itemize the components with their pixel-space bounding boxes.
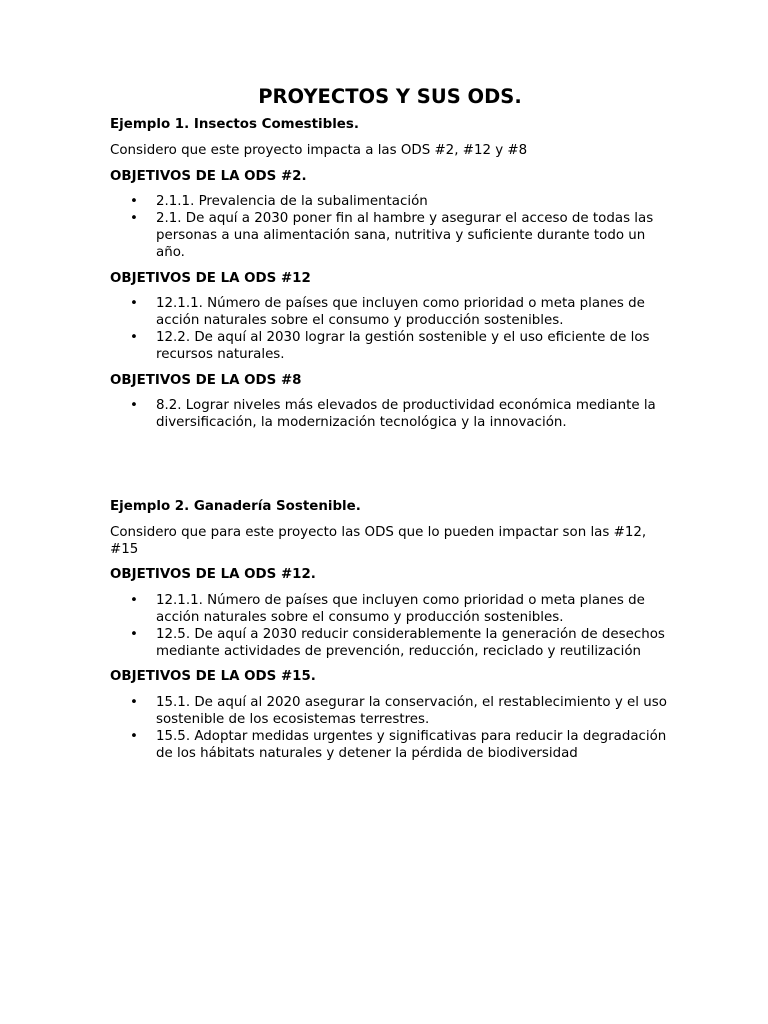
- bullet-icon: •: [130, 728, 138, 744]
- ods-15-heading: OBJETIVOS DE LA ODS #15.: [110, 669, 316, 685]
- bullet-icon: •: [130, 329, 138, 345]
- document-title: PROYECTOS Y SUS ODS.: [258, 85, 522, 108]
- example-2-heading: Ejemplo 2. Ganadería Sostenible.: [110, 498, 361, 514]
- list-item: [110, 296, 670, 330]
- example-2-section: [110, 499, 670, 762]
- ods-12-list: [110, 593, 670, 660]
- section-spacer: [110, 441, 670, 499]
- ods-2-list: [110, 194, 670, 261]
- list-item: [110, 627, 670, 661]
- list-item-text: 12.2. De aquí al 2030 lograr la gestión sostenible y el uso eficiente de los recursos naturales.: [156, 329, 650, 362]
- list-item: [110, 695, 670, 729]
- list-item-text: 8.2. Lograr niveles más elevados de productividad económica mediante la diversificación, la modernización tecnológica y la innovación.: [156, 398, 656, 431]
- list-item: [110, 593, 670, 627]
- bullet-icon: •: [130, 211, 138, 227]
- list-item: [110, 729, 670, 763]
- bullet-icon: •: [130, 194, 138, 210]
- bullet-icon: •: [130, 593, 138, 609]
- list-item-text: 15.1. De aquí al 2020 asegurar la conservación, el restablecimiento y el uso sostenible de los ecosistemas terrestres.: [156, 695, 667, 727]
- list-item: [110, 398, 670, 432]
- list-item-text: 12.1.1. Número de países que incluyen como prioridad o meta planes de acción naturales sobre el consumo y producción sostenibles.: [156, 296, 645, 329]
- example-2-intro: Considero que para este proyecto las ODS que lo pueden impactar son las #12, #15: [110, 524, 647, 557]
- bullet-icon: •: [130, 626, 138, 642]
- ods-15-list: [110, 695, 670, 762]
- document-page: [110, 86, 670, 771]
- list-item-text: 15.5. Adoptar medidas urgentes y significativas para reducir la degradación de los hábitats naturales y detener la pérdida de biodiversidad: [156, 728, 667, 761]
- bullet-icon: •: [130, 695, 138, 711]
- example-1-intro: Considero que este proyecto impacta a las ODS #2, #12 y #8: [110, 142, 528, 158]
- bullet-icon: •: [130, 398, 138, 414]
- ods-2-heading: OBJETIVOS DE LA ODS #2.: [110, 168, 307, 184]
- ods-8-list: [110, 398, 670, 432]
- list-item-text: 2.1. De aquí a 2030 poner fin al hambre y asegurar el acceso de todas las personas a una alimentación sana, nutritiva y suficiente durante todo un año.: [156, 211, 654, 260]
- ods-12-list: [110, 296, 670, 363]
- ods-12-heading: OBJETIVOS DE LA ODS #12.: [110, 567, 316, 583]
- list-item: [110, 194, 670, 211]
- list-item-text: 12.1.1. Número de países que incluyen como prioridad o meta planes de acción naturales sobre el consumo y producción sostenibles.: [156, 593, 645, 625]
- example-1-heading: Ejemplo 1. Insectos Comestibles.: [110, 117, 359, 132]
- list-item-text: 12.5. De aquí a 2030 reducir considerablemente la generación de desechos mediante actividades de prevención, reducción, reciclado y reutilización: [156, 626, 665, 659]
- bullet-icon: •: [130, 296, 138, 312]
- ods-8-heading: OBJETIVOS DE LA ODS #8: [110, 372, 302, 388]
- list-item: [110, 211, 670, 261]
- ods-12-heading: OBJETIVOS DE LA ODS #12: [110, 270, 311, 286]
- list-item: [110, 330, 670, 364]
- list-item-text: 2.1.1. Prevalencia de la subalimentación: [156, 194, 428, 210]
- example-1-section: [110, 117, 670, 432]
